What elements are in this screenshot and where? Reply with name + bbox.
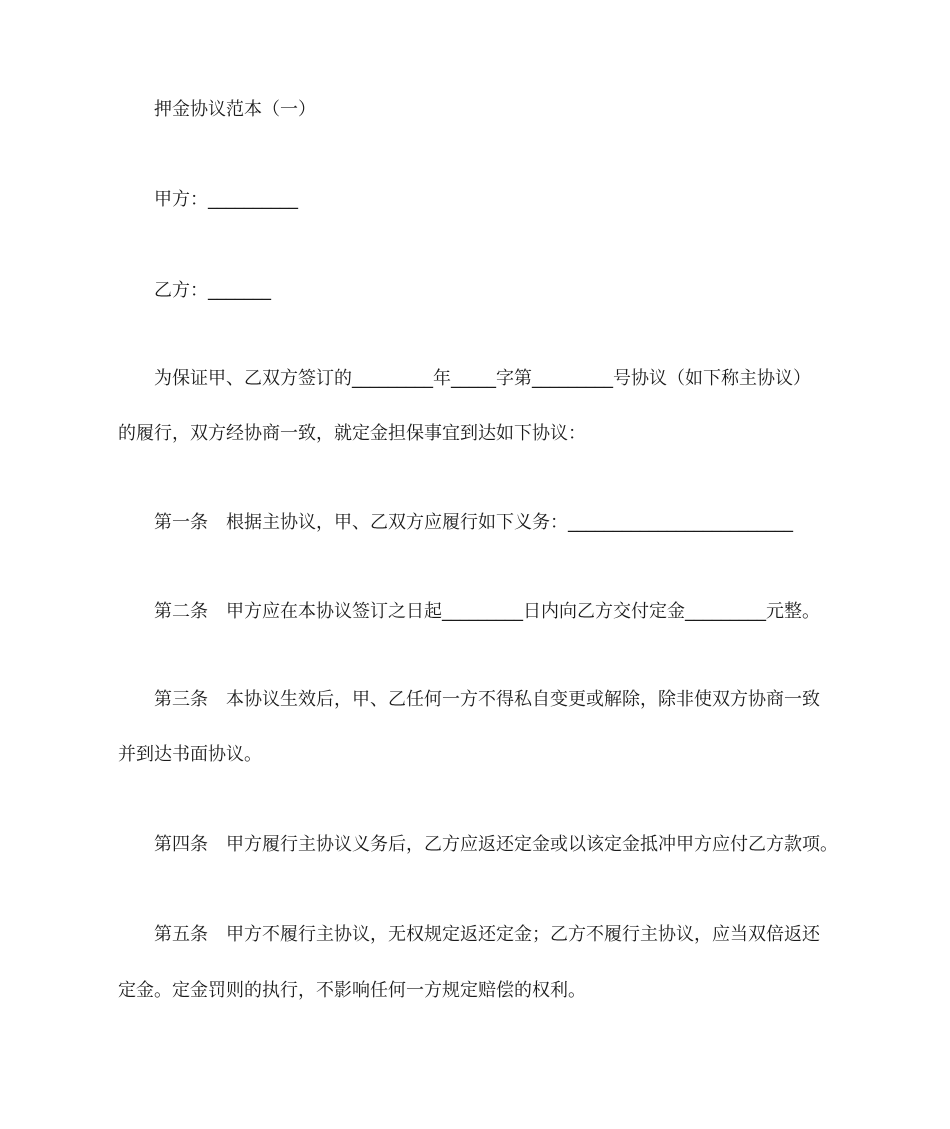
article-4-number: 第四条 bbox=[154, 834, 208, 855]
article-5-number: 第五条 bbox=[154, 924, 208, 945]
article-4-text: 甲方履行主协议义务后，乙方应返还定金或以该定金抵冲甲方应付乙方款项。 bbox=[226, 834, 838, 855]
article-3-number: 第三条 bbox=[154, 689, 208, 710]
document-title: 押金协议范本（一） bbox=[154, 99, 316, 120]
article-1-number: 第一条 bbox=[154, 512, 208, 533]
article-1-text: 根据主协议，甲、乙双方应履行如下义务：_________________________ bbox=[226, 512, 793, 533]
article-3-continuation: 并到达书面协议。 bbox=[118, 744, 262, 765]
article-1 bbox=[154, 511, 874, 535]
article-2-text: 甲方应在本协议签订之日起_________日内向乙方交付定金_________元整。 bbox=[226, 601, 820, 622]
party-b-line: 乙方：_______ bbox=[154, 280, 271, 301]
article-2 bbox=[154, 600, 874, 624]
article-2-number: 第二条 bbox=[154, 601, 208, 622]
intro-line-1: 为保证甲、乙双方签订的_________年_____字第_________号协议（如下称主协议） bbox=[154, 368, 811, 389]
party-a-line: 甲方：__________ bbox=[154, 189, 298, 210]
article-5-continuation: 定金。定金罚则的执行，不影响任何一方规定赔偿的权利。 bbox=[118, 980, 586, 1001]
article-5-text: 甲方不履行主协议，无权规定返还定金；乙方不履行主协议，应当双倍返还 bbox=[226, 924, 820, 945]
article-3-text: 本协议生效后，甲、乙任何一方不得私自变更或解除，除非使双方协商一致 bbox=[226, 689, 820, 710]
intro-line-2: 的履行，双方经协商一致，就定金担保事宜到达如下协议： bbox=[118, 423, 586, 444]
article-4 bbox=[154, 833, 874, 857]
article-5 bbox=[154, 923, 874, 947]
article-3 bbox=[154, 688, 874, 712]
